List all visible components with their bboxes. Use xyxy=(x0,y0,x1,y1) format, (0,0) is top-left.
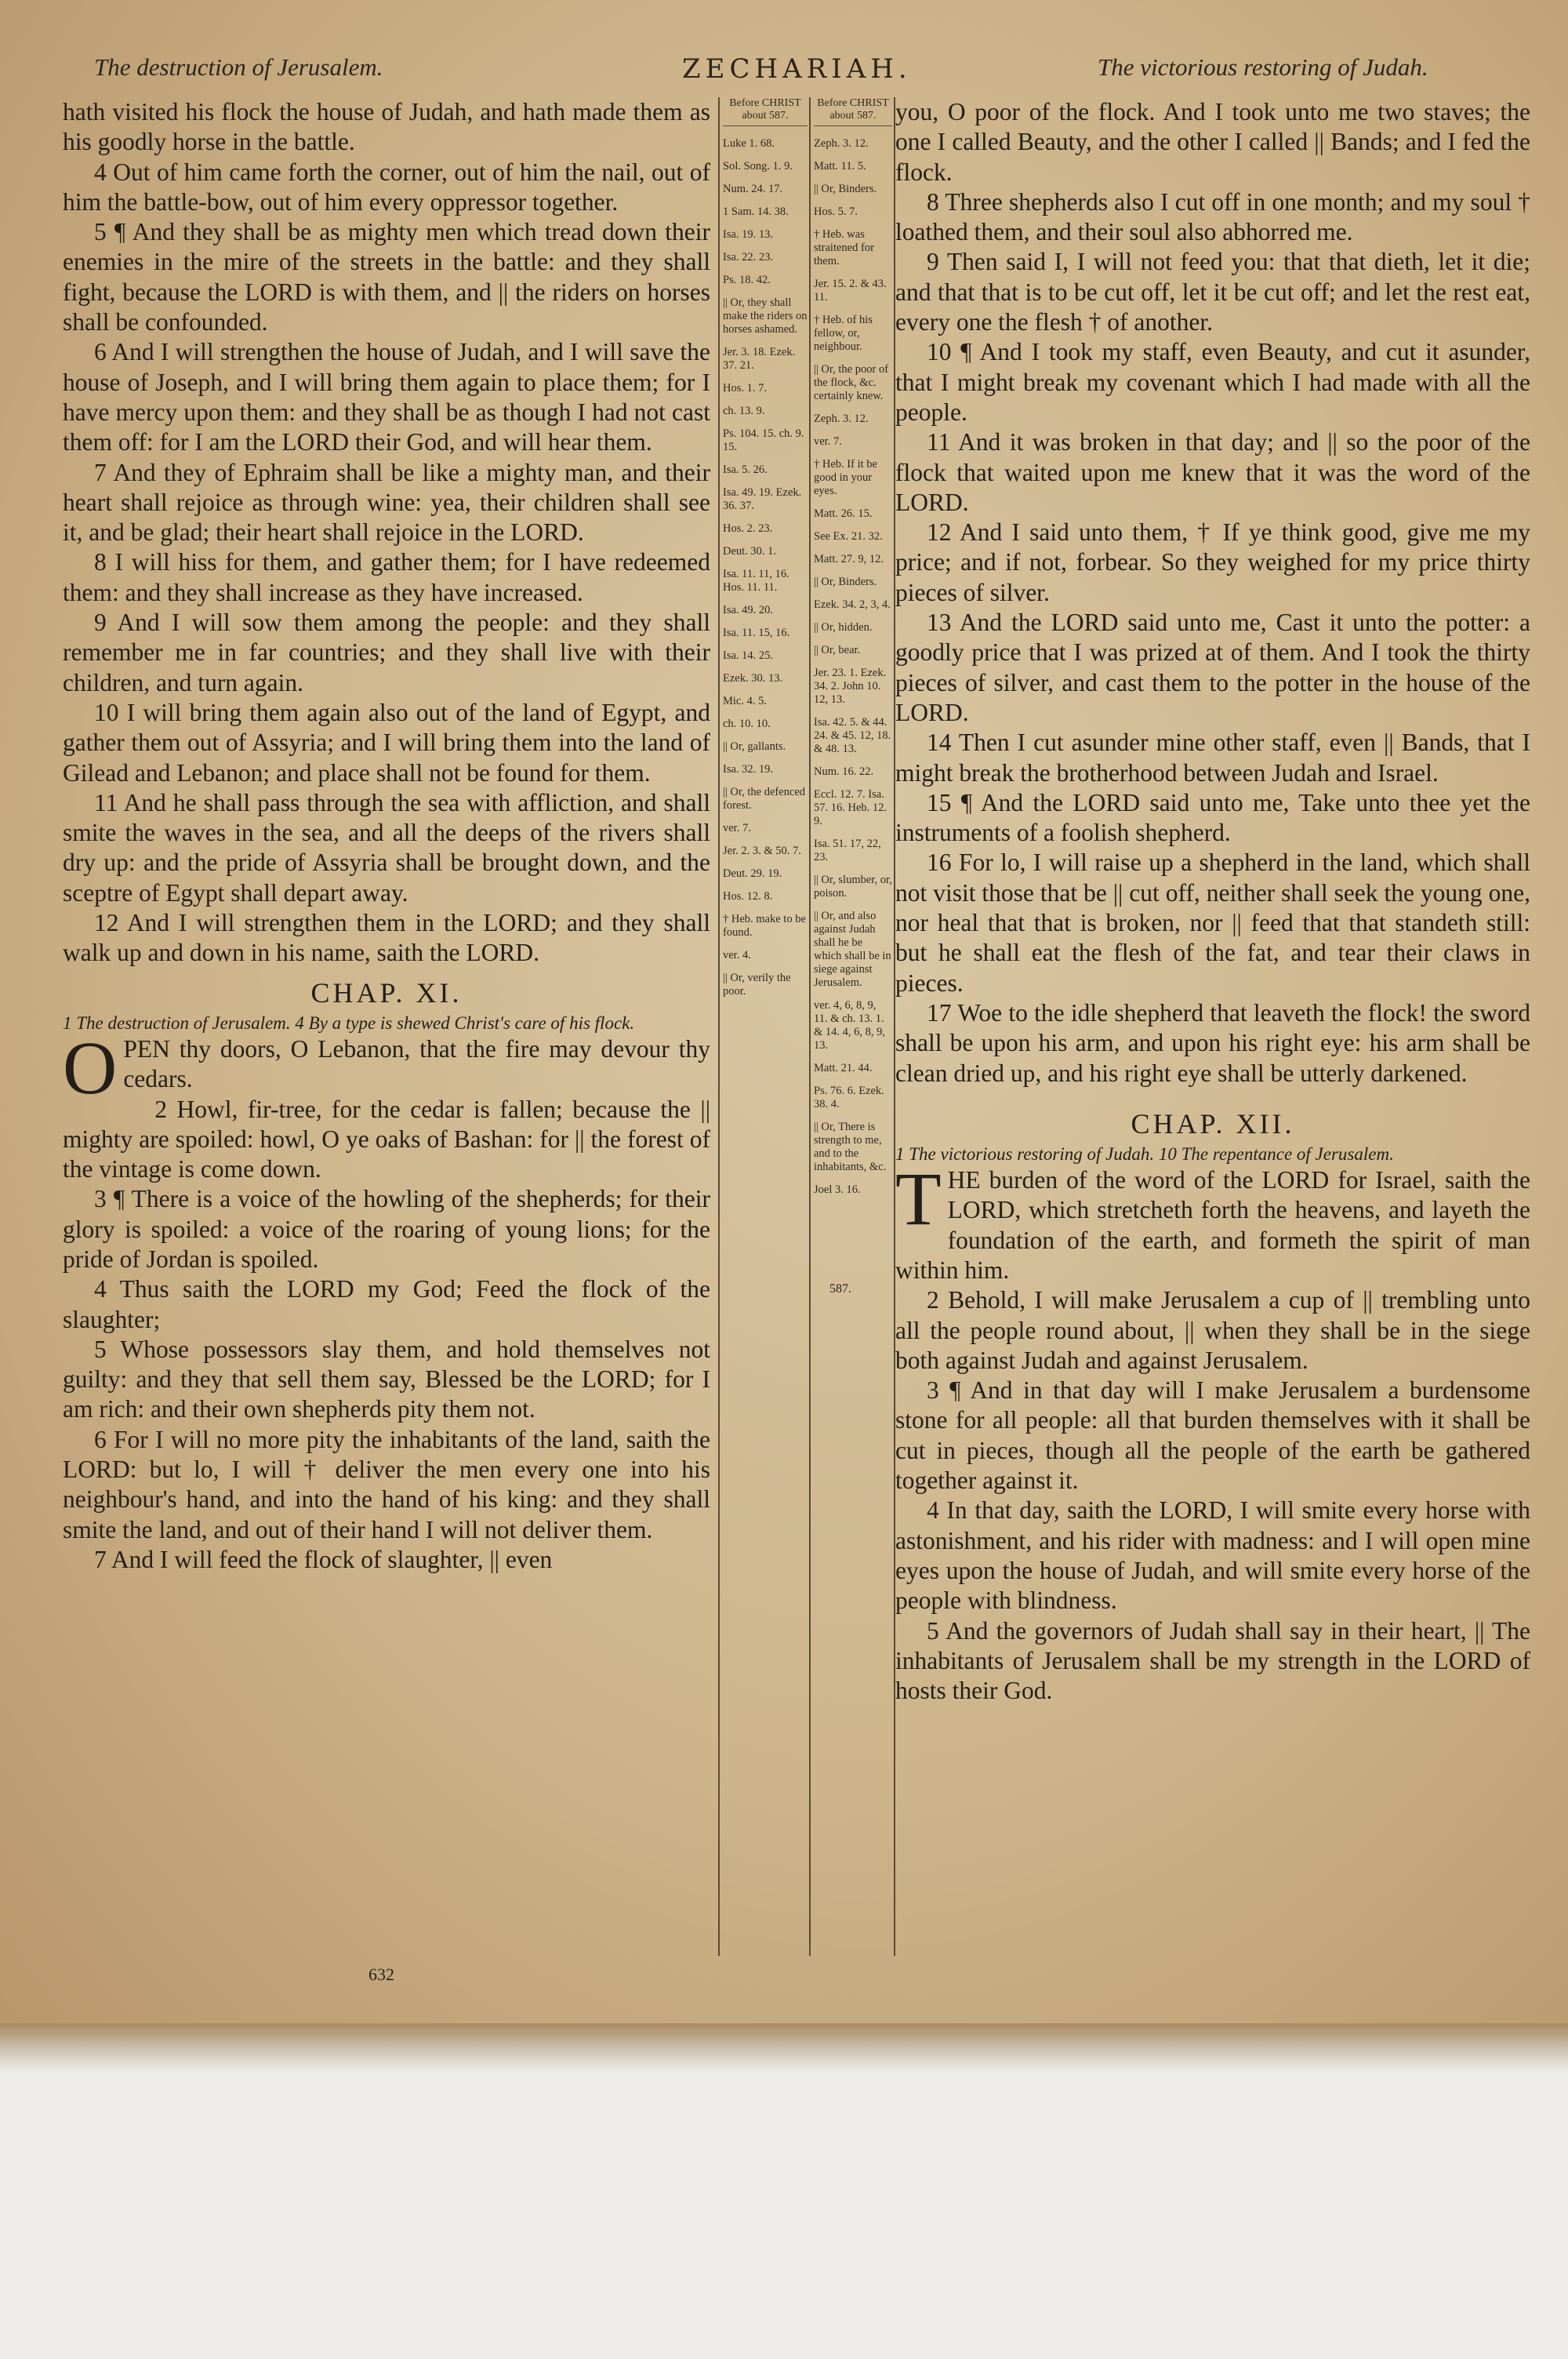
verse: 13 And the LORD said unto me, Cast it unto the potter: a goodly price that I was prized at of them. And I took the thirty pieces of silver, and cast them to the potter in the house of the LORD. xyxy=(895,609,1530,726)
margin-note: Luke 1. 68. xyxy=(723,137,775,150)
background-surface xyxy=(0,2070,1568,2359)
verse: hath visited his flock the house of Judah, and hath made them as his goodly horse in the battle. xyxy=(63,98,710,156)
margin-note: Isa. 14. 25. xyxy=(723,649,774,662)
margin-note: Hos. 2. 23. xyxy=(723,522,773,535)
margin-note: Mic. 4. 5. xyxy=(723,695,767,707)
margin-note: Matt. 11. 5. xyxy=(814,160,866,173)
chapter-argument-xi: 1 The destruction of Jerusalem. 4 By a type is shewed Christ's care of his flock. xyxy=(63,1012,635,1033)
verse: 6 And I will strengthen the house of Judah, and I will save the house of Joseph, and I will bring them again to place them; for I have mercy upon them: and they shall be as though I had not cast them off: for I am the LORD their God, and will hear them. xyxy=(63,338,710,456)
verse: PEN thy doors, O Lebanon, that the fire may devour thy cedars. xyxy=(123,1034,710,1093)
margin-note: Matt. 21. 44. xyxy=(814,1062,873,1074)
margin-note: Isa. 51. 17, 22, 23. xyxy=(814,838,881,863)
margin-note: || Or, they shall make the riders on horses ashamed. xyxy=(723,296,808,336)
verse: 3 ¶ There is a voice of the howling of the shepherds; for their glory is spoiled: a voice of the roaring of young lions; for the pride of Jordan is spoiled. xyxy=(63,1185,710,1273)
margin-note: || Or, verily the poor. xyxy=(723,972,791,998)
verse: 5 And the governors of Judah shall say in their heart, || The inhabitants of Jerusalem shall be my strength in the LORD of hosts their God. xyxy=(895,1616,1530,1705)
verse: 9 And I will sow them among the people: and they shall remember me in far countries; and they shall live with their children, and turn again. xyxy=(63,609,710,696)
margin-note: || Or, Binders. xyxy=(814,183,877,195)
margin-references-left xyxy=(723,97,808,1008)
margin-note: || Or, and also against Judah shall he be which shall be in siege against Jerusalem. xyxy=(814,910,891,989)
margin-note: Joel 3. 16. xyxy=(814,1183,861,1196)
verse: 10 I will bring them again also out of the land of Egypt, and gather them out of Assyria; and I will bring them into the land of Gilead and Lebanon; and place shall not be found for them. xyxy=(63,698,710,787)
margin-note: Zeph. 3. 12. xyxy=(814,137,869,150)
running-head-left: The destruction of Jerusalem. xyxy=(94,53,383,81)
verse: 5 ¶ And they shall be as mighty men which tread down their enemies in the mire of the streets in the battle: and they shall fight, because the LORD is with them, and || the riders on horses shall be confounded. xyxy=(63,218,710,336)
verse: 10 ¶ And I took my staff, even Beauty, and cut it asunder, that I might break my covenant which I had made with all the people. xyxy=(895,338,1530,426)
margin-note: Ezek. 34. 2, 3, 4. xyxy=(814,598,891,611)
verse: 9 Then said I, I will not feed you: that that dieth, let it die; and that that is to be cut off, let it be cut off; and let the rest eat, every one the flesh † of another. xyxy=(895,248,1530,336)
column-rule xyxy=(718,97,720,1956)
verse: 8 Three shepherds also I cut off in one month; and my soul † loathed them, and their soul also abhorred me. xyxy=(895,187,1530,246)
verse: 11 And he shall pass through the sea with affliction, and shall smite the waves in the sea, and all the deeps of the rivers shall dry up: and the pride of Assyria shall be brought down, and the sceptre of Egypt shall depart away. xyxy=(63,788,710,907)
margin-note: Deut. 30. 1. xyxy=(723,545,777,558)
margin-note: Isa. 32. 19. xyxy=(723,763,774,776)
margin-note: † Heb. was straitened for them. xyxy=(814,228,874,267)
margin-note: Jer. 2. 3. & 50. 7. xyxy=(723,845,801,857)
verses-chapter-10 xyxy=(63,97,710,969)
margin-note: Sol. Song. 1. 9. xyxy=(723,160,793,173)
margin-note: || Or, bear. xyxy=(814,644,861,656)
margin-note: Matt. 27. 9, 12. xyxy=(814,553,884,565)
margin-note: Zeph. 3. 12. xyxy=(814,413,869,425)
verse: 4 Thus saith the LORD my God; Feed the flock of the slaughter; xyxy=(63,1275,710,1333)
margin-note: ver. 7. xyxy=(723,822,751,834)
verse: HE burden of the word of the LORD for Israel, saith the LORD, which stretcheth forth the heavens, and layeth the foundation of the earth, and formeth the spirit of man within him. xyxy=(895,1166,1530,1284)
margin-note: || Or, gallants. xyxy=(723,740,786,753)
chapter-heading-xi: CHAP. XI. xyxy=(310,976,463,1009)
margin-references-right xyxy=(814,97,892,1206)
verse: 8 I will hiss for them, and gather them; for I have redeemed them: and they shall increase as they have increased. xyxy=(63,548,710,606)
verse: 12 And I will strengthen them in the LORD; and they shall walk up and down in his name, saith the LORD. xyxy=(63,909,710,967)
before-christ-label: Before CHRIST about 587. xyxy=(814,97,892,126)
margin-note: ver. 7. xyxy=(814,435,842,448)
margin-note: || Or, slumber, or, poison. xyxy=(814,874,892,900)
page-number: 632 xyxy=(368,1965,394,1984)
verse: 4 Out of him came forth the corner, out of him the nail, out of him the battle-bow, out of him every oppressor together. xyxy=(63,158,710,216)
margin-note: Isa. 42. 5. & 44. 24. & 45. 12, 18. & 48. 13. xyxy=(814,716,891,755)
column-rule xyxy=(809,97,811,1956)
page-edge xyxy=(0,2023,1568,2070)
verse: 17 Woe to the idle shepherd that leaveth the flock! the sword shall be upon his arm, and upon his right eye: his arm shall be clean dried up, and his right eye shall be utterly darkened. xyxy=(895,998,1530,1087)
margin-note: Eccl. 12. 7. Isa. 57. 16. Heb. 12. 9. xyxy=(814,788,887,827)
margin-note: Jer. 15. 2. & 43. 11. xyxy=(814,278,887,304)
margin-note: Jer. 23. 1. Ezek. 34. 2. John 10. 12, 13. xyxy=(814,667,887,706)
margin-note-list xyxy=(814,137,892,1197)
margin-note: Isa. 22. 23. xyxy=(723,251,774,264)
verse: 4 In that day, saith the LORD, I will smite every horse with astonishment, and his rider with madness: and I will open mine eyes upon the house of Judah, and will smite every horse of the people with blindness. xyxy=(895,1496,1530,1615)
margin-note: ch. 13. 9. xyxy=(723,405,765,417)
margin-note: Ps. 76. 6. Ezek. 38. 4. xyxy=(814,1085,884,1110)
verse: 5 Whose possessors slay them, and hold themselves not guilty: and they that sell them say, Blessed be the LORD; for I am rich: and their own shepherds pity them not. xyxy=(63,1335,710,1423)
margin-note: Ezek. 30. 13. xyxy=(723,672,783,685)
chapter-argument-xii: 1 The victorious restoring of Judah. 10 The repentance of Jerusalem. xyxy=(895,1144,1394,1165)
margin-note: Hos. 12. 8. xyxy=(723,890,773,903)
verse: 16 For lo, I will raise up a shepherd in the land, which shall not visit those that be || cut off, neither shall seek the young one, nor heal that that is broken, nor || feed that that standeth still: but he shall eat the flesh of the fat, and tear their claws in pieces. xyxy=(895,849,1530,997)
verse: 11 And it was broken in that day; and || so the poor of the flock that waited upon me knew that it was the word of the LORD. xyxy=(895,428,1530,516)
verse: 12 And I said unto them, † If ye think good, give me my price; and if not, forbear. So they weighed for my price thirty pieces of silver. xyxy=(895,518,1530,606)
verse: 2 Howl, fir-tree, for the cedar is fallen; because the || mighty are spoiled: howl, O ye oaks of Bashan: for || the forest of the vintage is come down. xyxy=(63,1095,710,1183)
margin-note: Hos. 1. 7. xyxy=(723,382,767,394)
verse: 7 And they of Ephraim shall be like a mighty man, and their heart shall rejoice as through wine: yea, their children shall see it, and be glad; their heart shall rejoice in the LORD. xyxy=(63,458,710,547)
margin-note: Isa. 5. 26. xyxy=(723,463,768,476)
margin-note: Jer. 3. 18. Ezek. 37. 21. xyxy=(723,346,796,372)
verse: 14 Then I cut asunder mine other staff, even || Bands, that I might break the brotherhood between Judah and Israel. xyxy=(895,729,1530,787)
margin-note: ver. 4, 6, 8, 9, 11. & ch. 13. 1. & 14. 4, 6, 8, 9, 13. xyxy=(814,999,886,1052)
margin-note: † Heb. If it be good in your eyes. xyxy=(814,458,877,497)
margin-note: ch. 10. 10. xyxy=(723,718,771,730)
verses-chapter-12 xyxy=(895,1157,1530,1706)
verse: 2 Behold, I will make Jerusalem a cup of || trembling unto all the people round about, || when they shall be in the siege both against Judah and against Jerusalem. xyxy=(895,1286,1530,1374)
margin-note: † Heb. make to be found. xyxy=(723,913,806,939)
year-mark: 587. xyxy=(829,1282,851,1296)
margin-note: || Or, There is strength to me, and to the inhabitants, &c. xyxy=(814,1121,887,1173)
margin-note: Ps. 104. 15. ch. 9. 15. xyxy=(723,427,804,453)
margin-note: Isa. 49. 19. Ezek. 36. 37. xyxy=(723,486,802,512)
right-text-column xyxy=(895,97,1530,1956)
margin-note: Isa. 11. 11, 16. Hos. 11. 11. xyxy=(723,568,789,594)
chapter-heading-xii: CHAP. XII. xyxy=(1131,1107,1295,1140)
margin-note: Deut. 29. 19. xyxy=(723,867,782,880)
margin-note: || Or, the defenced forest. xyxy=(723,786,806,812)
running-head-book: ZECHARIAH. xyxy=(682,53,912,85)
margin-note: Hos. 5. 7. xyxy=(814,205,858,218)
margin-note: See Ex. 21. 32. xyxy=(814,530,883,543)
margin-note-list xyxy=(723,137,808,998)
margin-note: Isa. 49. 20. xyxy=(723,604,774,616)
margin-note: || Or, Binders. xyxy=(814,576,877,588)
verse: 7 And I will feed the flock of slaughter, || even xyxy=(94,1545,553,1573)
margin-note: † Heb. of his fellow, or, neighbour. xyxy=(814,314,873,353)
margin-note: Matt. 26. 15. xyxy=(814,507,873,520)
drop-cap: O xyxy=(63,1025,118,1110)
verse: 3 ¶ And in that day will I make Jerusalem a burdensome stone for all people: all that burden themselves with it shall be cut in pieces, though all the people of the earth be gathered together against it. xyxy=(895,1376,1530,1495)
verse: 15 ¶ And the LORD said unto me, Take unto thee yet the instruments of a foolish shepherd. xyxy=(895,788,1530,847)
margin-note: Num. 24. 17. xyxy=(723,183,783,195)
verses-chapter-11-continued xyxy=(895,97,1530,1089)
margin-note: Num. 16. 22. xyxy=(814,765,874,778)
margin-note: Isa. 19. 13. xyxy=(723,228,774,241)
drop-cap: T xyxy=(895,1157,942,1241)
verse: 6 For I will no more pity the inhabitants of the land, saith the LORD: but lo, I will † deliver the men every one into his neighbour's hand, and into the hand of his king: and they shall smite the land, and out of their hand I will not deliver them. xyxy=(63,1425,710,1543)
verses-chapter-11 xyxy=(63,1025,710,1575)
margin-note: Isa. 11. 15, 16. xyxy=(723,627,790,639)
left-text-column xyxy=(63,97,710,1956)
margin-note: || Or, hidden. xyxy=(814,621,873,634)
margin-note: || Or, the poor of the flock, &c. certainly knew. xyxy=(814,363,889,402)
margin-note: 1 Sam. 14. 38. xyxy=(723,205,789,218)
before-christ-label: Before CHRIST about 587. xyxy=(723,97,808,126)
running-head-right: The victorious restoring of Judah. xyxy=(1098,53,1428,81)
margin-note: ver. 4. xyxy=(723,949,751,961)
verse: you, O poor of the flock. And I took unto me two staves; the one I called Beauty, and the other I called || Bands; and I fed the flock. xyxy=(895,98,1530,186)
margin-note: Ps. 18. 42. xyxy=(723,274,771,286)
